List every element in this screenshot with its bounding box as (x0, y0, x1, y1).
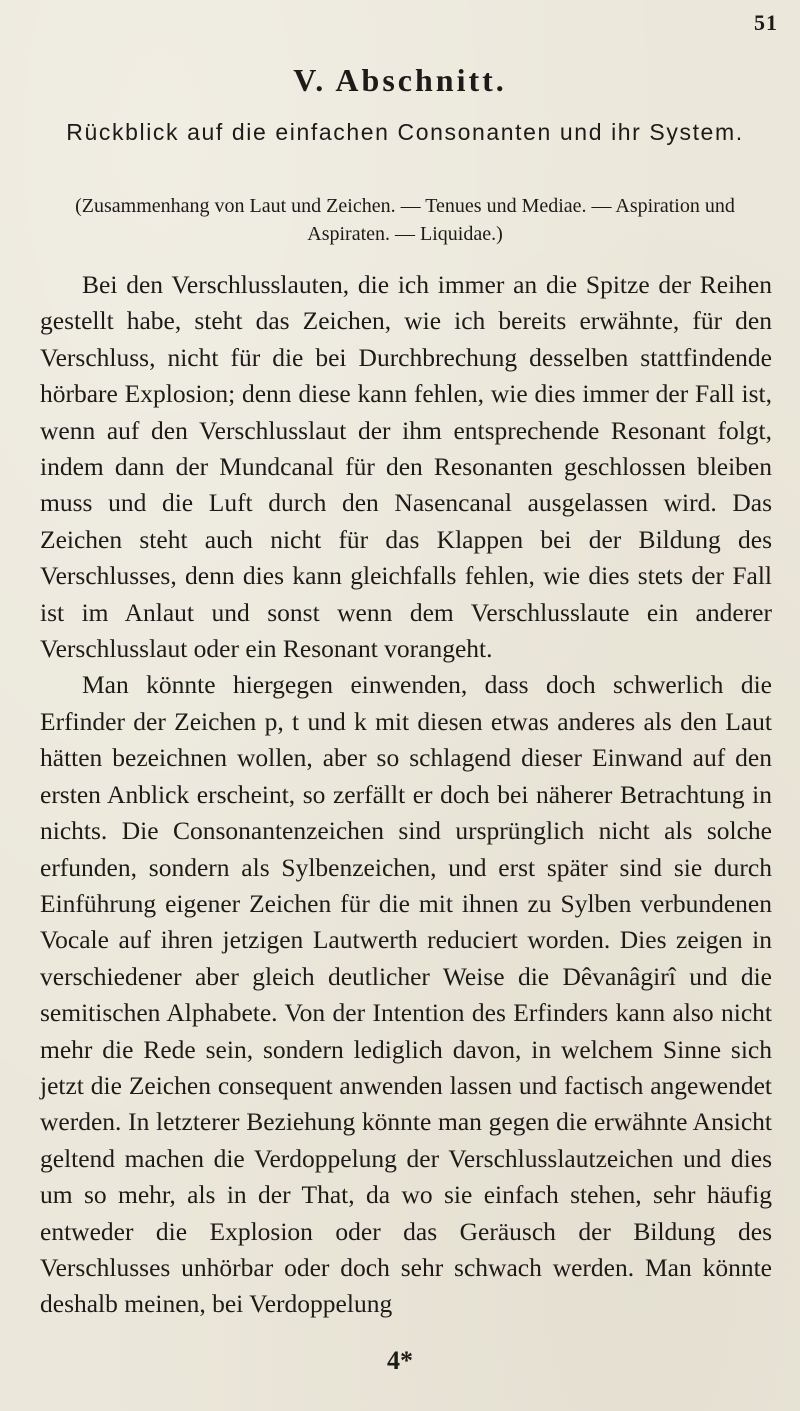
section-title: V. Abschnitt. (293, 62, 507, 98)
section-contents-summary: (Zusammenhang von Laut und Zeichen. — Tenues und Mediae. — Aspiration und Aspiraten. — Liquidae.) (75, 195, 735, 245)
page-number: 51 (754, 10, 778, 35)
paragraph-1: Bei den Verschlusslauten, die ich immer an die Spitze der Reihen gestellt habe, steht das Zeichen, wie ich bereits erwähnte, für den Verschluss, nicht für die bei Durchbrechung desselben stattfindende hörbare Explosion; denn diese kann fehlen, wie dies immer der Fall ist, wenn auf den Verschlusslaut der ihm entsprechende Resonant folgt, indem dann der Mundcanal für den Resonanten geschlossen bleiben muss und die Luft durch den Nasencanal ausgelassen wird. Das Zeichen steht auch nicht für das Klappen bei der Bildung des Verschlusses, denn dies kann gleichfalls fehlen, wie dies stets der Fall ist im Anlaut und sonst wenn dem Verschlusslaute ein anderer Verschlusslaut oder ein Resonant vorangeht. (40, 270, 772, 664)
section-headline: Rückblick auf die einfachen Consonanten und ihr System. (66, 119, 744, 145)
signature-mark: 4* (387, 1346, 413, 1375)
paragraph-2: Man könnte hiergegen einwenden, dass doch schwerlich die Erfinder der Zeichen p, t und k mit diesen etwas anderes als den Laut hätten bezeichnen wollen, aber so schlagend dieser Einwand auf den ersten Anblick erscheint, so zerfällt er doch bei näherer Betrachtung in nichts. Die Consonantenzeichen sind ursprünglich nicht als solche erfunden, sondern als Sylbenzeichen, und erst später sind sie durch Einführung eigener Zeichen für die mit ihnen zu Sylben verbundenen Vocale auf ihren jetzigen Lautwerth reduciert worden. Dies zeigen in verschiedener aber gleich deutlicher Weise die Dêvanâgirî und die semitischen Alphabete. Von der Intention des Erfinders kann also nicht mehr die Rede sein, sondern lediglich davon, in welchem Sinne sich jetzt die Zeichen consequent anwenden lassen und factisch angewendet werden. In letzterer Beziehung könnte man gegen die erwähnte Ansicht geltend machen die Verdoppelung der Verschlusslautzeichen und dies um so mehr, als in der That, da wo sie einfach stehen, sehr häufig entweder die Explosion oder das Geräusch der Bildung des Verschlusses unhörbar oder doch sehr schwach werden. Man könnte deshalb meinen, bei Verdoppelung (40, 670, 772, 1319)
body-text (40, 267, 772, 1323)
